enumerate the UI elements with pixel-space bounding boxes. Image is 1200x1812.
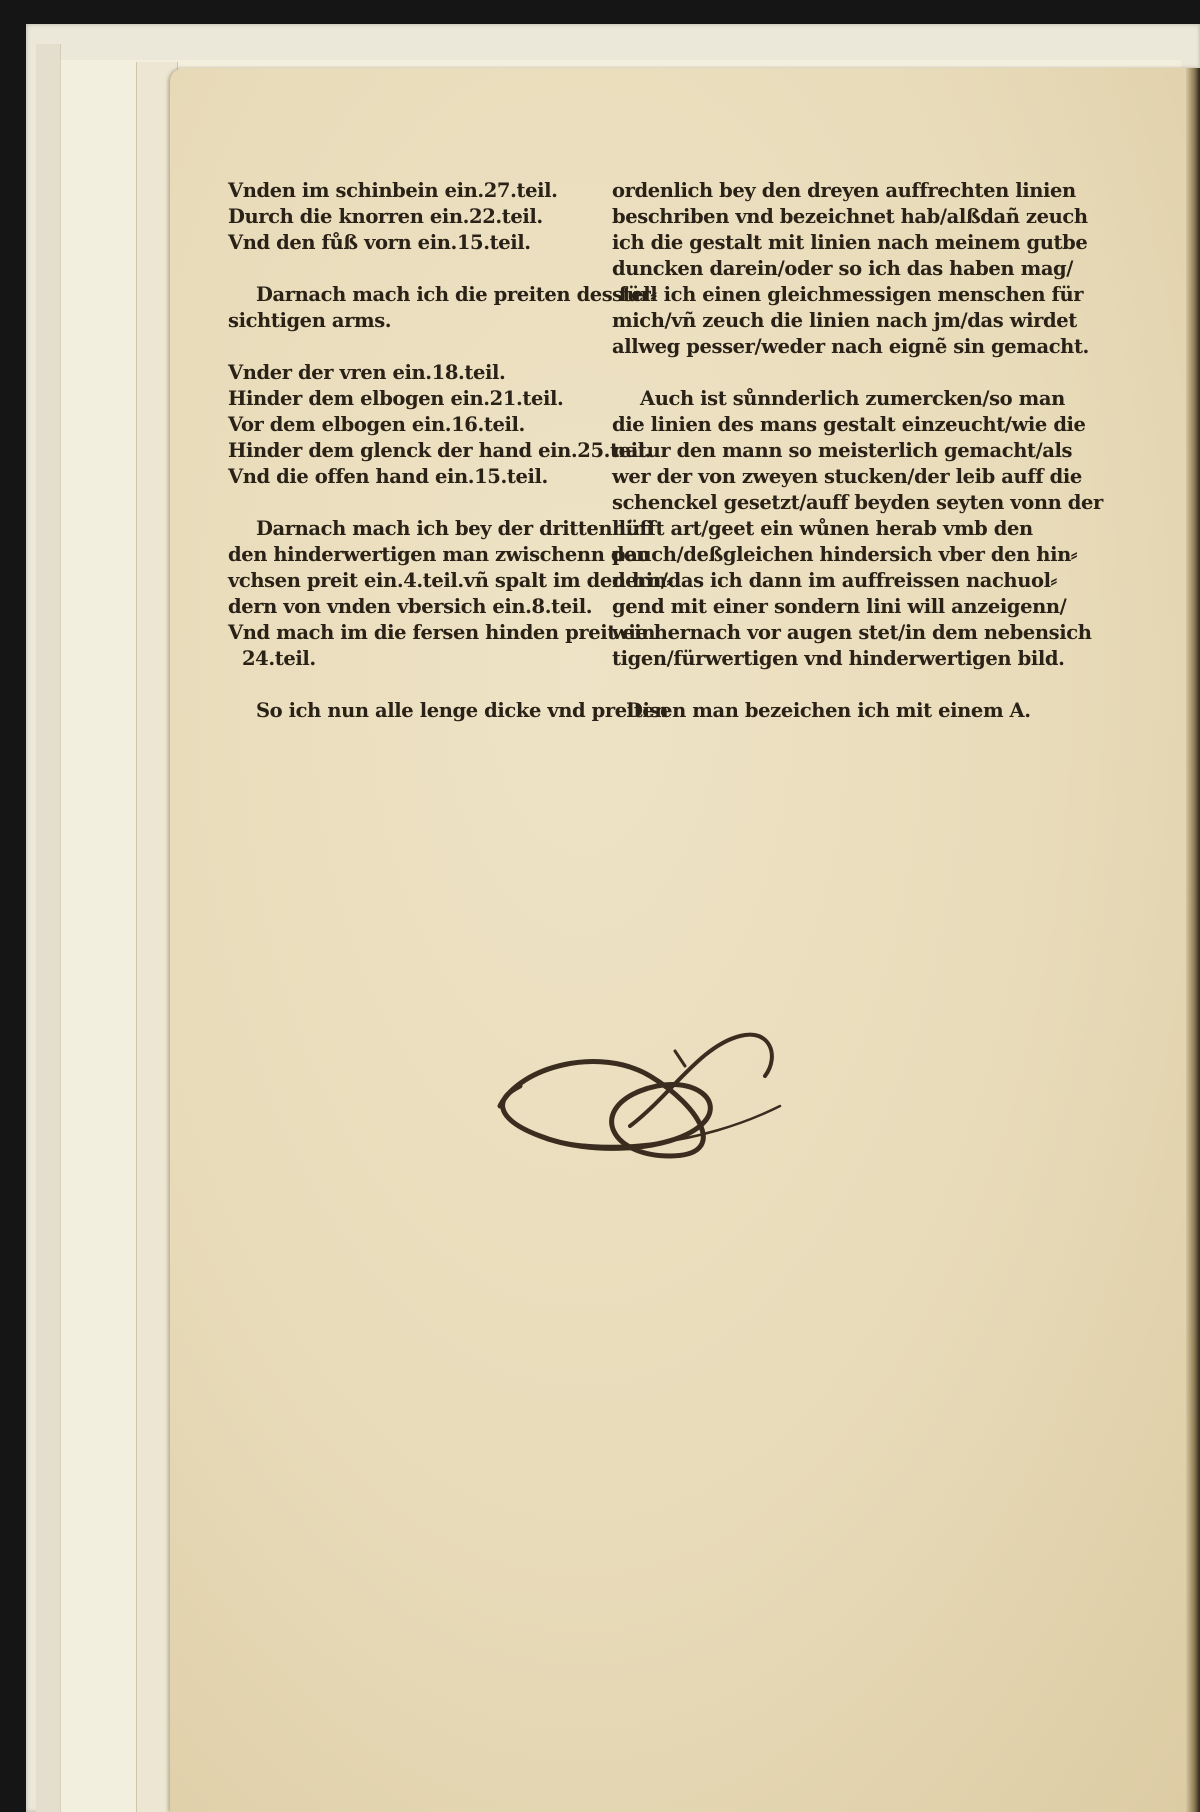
text-line: pauch/deßgleichen hindersich vber den hin⸗	[612, 543, 1077, 566]
text-line: Vnd mach im die fersen hinden preit ein	[228, 621, 656, 644]
text-line: Vnd die offen hand ein.15.teil.	[228, 465, 548, 488]
text-line: dern von vnden vbersich ein.8.teil.	[228, 595, 593, 618]
text-line: Darnach mach ich bey der dritten lini	[256, 517, 654, 540]
text-line: ordenlich bey den dreyen auffrechten linien	[612, 179, 1076, 202]
text-line: wie hernach vor augen stet/in dem nebensich	[612, 621, 1092, 644]
text-line: Disen man bezeichen ich mit einem A.	[626, 699, 1031, 722]
text-line: Durch die knorren ein.22.teil.	[228, 205, 543, 228]
text-line: So ich nun alle lenge dicke vnd preiten	[256, 699, 669, 722]
text-line: die linien des mans gestalt einzeucht/wie die	[612, 413, 1086, 436]
text-line: Vnder der vren ein.18.teil.	[228, 361, 506, 384]
text-line: duncken darein/oder so ich das haben mag/	[612, 257, 1074, 280]
text-line: hüfft art/geet ein wůnen herab vmb den	[612, 517, 1033, 540]
text-line: vchsen preit ein.4.teil.vñ spalt im den hin⸗	[228, 569, 673, 592]
text-line: den hinderwertigen man zwischenn den	[228, 543, 650, 566]
text-line: gend mit einer sondern lini will anzeigenn/	[612, 595, 1067, 618]
text-line: natur den mann so meisterlich gemacht/als	[612, 439, 1073, 462]
text-line: Vnd den fůß vorn ein.15.teil.	[228, 231, 531, 254]
text-line: sichtigen arms.	[228, 309, 392, 332]
text-line: Darnach mach ich die preiten des für⸗	[256, 283, 657, 306]
text-line: tigen/fürwertigen vnd hinderwertigen bild.	[612, 647, 1065, 670]
text-line: beschriben vnd bezeichnet hab/alßdañ zeuch	[612, 205, 1088, 228]
calligraphic-flourish-icon	[480, 1006, 800, 1186]
text-line: Vor dem elbogen ein.16.teil.	[228, 413, 525, 436]
text-line: schenckel gesetzt/auff beyden seyten vonn der	[612, 491, 1103, 514]
text-line: Hinder dem elbogen ein.21.teil.	[228, 387, 564, 410]
text-line: 24.teil.	[242, 647, 316, 670]
text-line: stell ich einen gleichmessigen menschen für	[612, 283, 1084, 306]
text-line: wer der von zweyen stucken/der leib auff die	[612, 465, 1082, 488]
text-line: dern/das ich dann im auffreissen nachuol⸗	[612, 569, 1057, 592]
right-text-column	[612, 178, 1200, 724]
text-line: mich/vñ zeuch die linien nach jm/das wirdet	[612, 309, 1077, 332]
mount-left-strip	[36, 44, 61, 1812]
text-line: Auch ist sůnnderlich zumercken/so man	[640, 387, 1065, 410]
text-line: Vnden im schinbein ein.27.teil.	[228, 179, 558, 202]
text-line: allweg pesser/weder nach eignẽ sin gemacht.	[612, 335, 1089, 358]
text-line: Hinder dem glenck der hand ein.25.teil.	[228, 439, 652, 462]
text-line: ich die gestalt mit linien nach meinem gutbe	[612, 231, 1088, 254]
